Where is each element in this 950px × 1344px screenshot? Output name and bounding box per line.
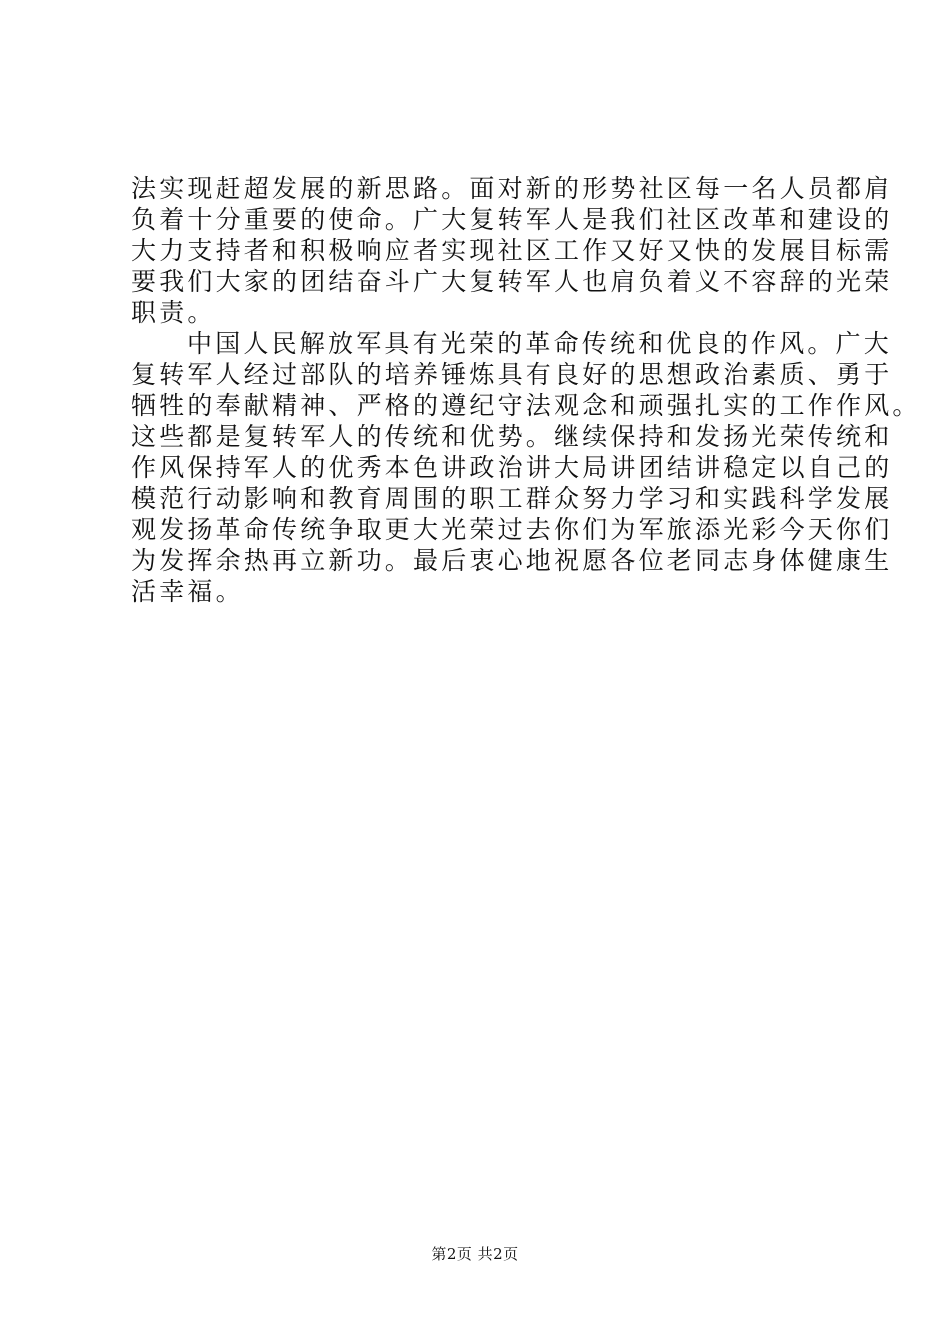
text-line: 牺牲的奉献精神、严格的遵纪守法观念和顽强扎实的工作作风。 [131,391,921,420]
text-line: 活幸福。 [131,577,244,606]
text-line: 大力支持者和积极响应者实现社区工作又好又快的发展目标需 [131,236,893,265]
paragraph-start-line: 中国人民解放军具有光荣的革命传统和优良的作风。广大 [187,329,893,358]
body-text [131,173,921,607]
text-line: 要我们大家的团结奋斗广大复转军人也肩负着义不容辞的光荣 [131,267,893,296]
text-line: 负着十分重要的使命。广大复转军人是我们社区改革和建设的 [131,205,893,234]
page-number-footer: 第2页 共2页 [431,1245,519,1263]
text-line: 模范行动影响和教育周围的职工群众努力学习和实践科学发展 [131,484,893,513]
text-line: 法实现赶超发展的新思路。面对新的形势社区每一名人员都肩 [131,174,893,203]
text-line: 作风保持军人的优秀本色讲政治讲大局讲团结讲稳定以自己的 [131,453,893,482]
text-line: 复转军人经过部队的培养锤炼具有良好的思想政治素质、勇于 [131,360,893,389]
text-line: 职责。 [131,298,216,327]
text-line: 观发扬革命传统争取更大光荣过去你们为军旅添光彩今天你们 [131,515,893,544]
text-line: 这些都是复转军人的传统和优势。继续保持和发扬光荣传统和 [131,422,893,451]
text-line: 为发挥余热再立新功。最后衷心地祝愿各位老同志身体健康生 [131,546,893,575]
